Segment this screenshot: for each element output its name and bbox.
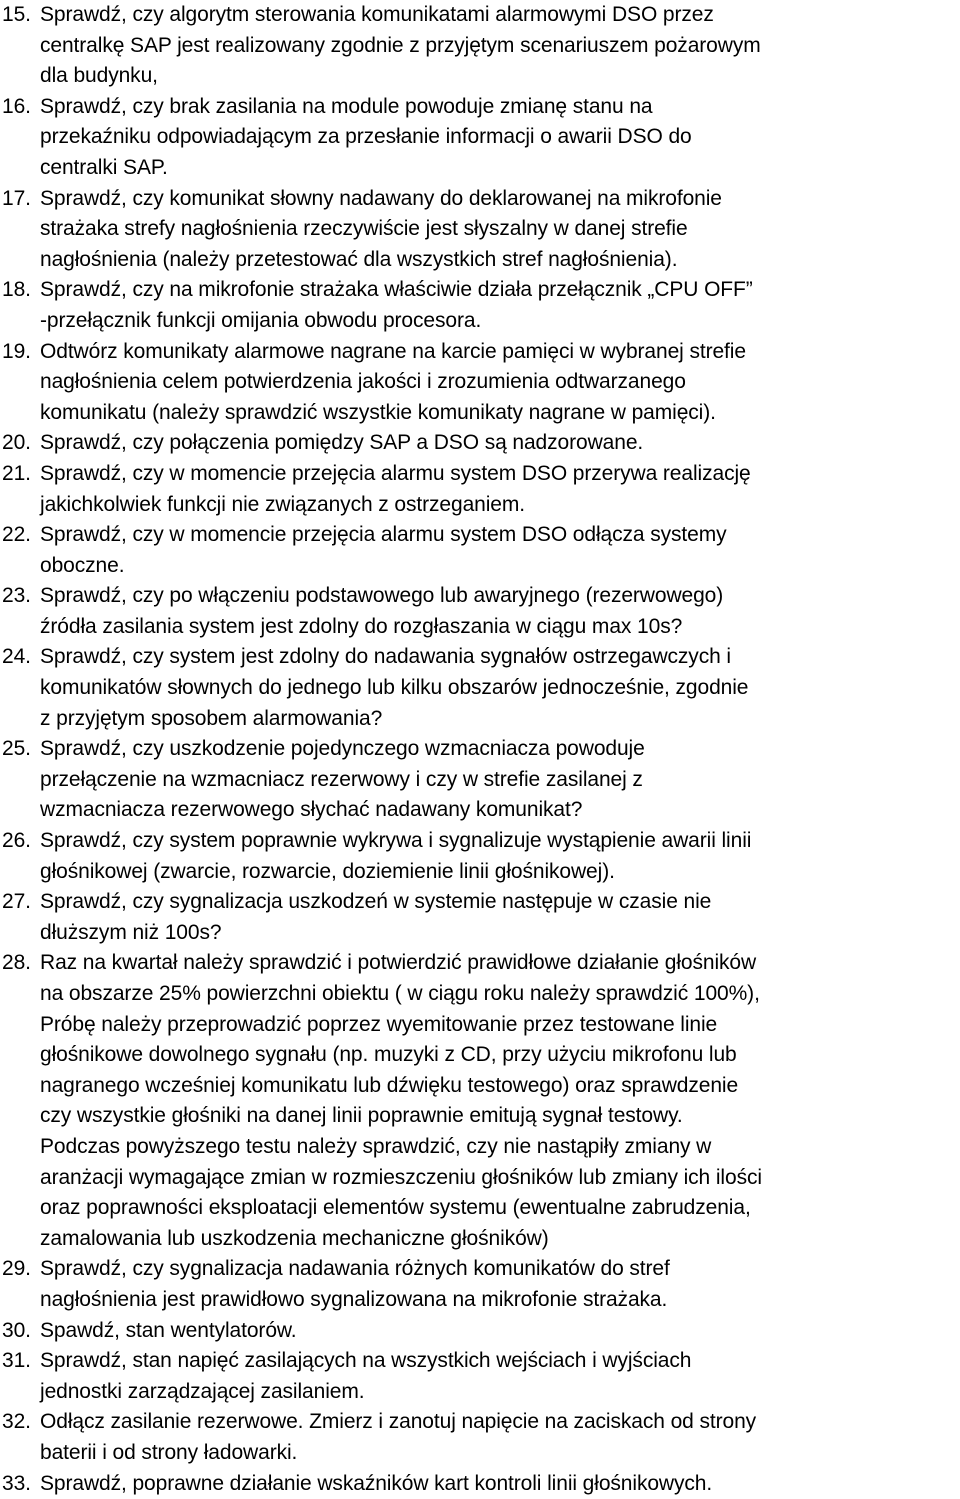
text-line: komunikatu (należy sprawdzić wszystkie komunikaty nagrane w pamięci).	[40, 398, 954, 429]
text-line: głośnikowej (zwarcie, rozwarcie, doziemienie linii głośnikowej).	[40, 857, 954, 888]
item-text	[40, 642, 954, 734]
item-number: 16.	[2, 92, 40, 123]
text-line: dłuższym niż 100s?	[40, 918, 954, 949]
item-number: 21.	[2, 459, 40, 490]
list-item	[2, 887, 954, 948]
text-line: Sprawdź, stan napięć zasilających na wszystkich wejściach i wyjściach	[40, 1346, 954, 1377]
item-text	[40, 92, 954, 184]
text-line: strażaka strefy nagłośnienia rzeczywiście jest słyszalny w danej strefie	[40, 214, 954, 245]
item-number: 25.	[2, 734, 40, 765]
text-line: nagłośnienia (należy przetestować dla wszystkich stref nagłośnienia).	[40, 245, 954, 276]
item-text	[40, 337, 954, 429]
list-item	[2, 520, 954, 581]
item-number: 26.	[2, 826, 40, 857]
list-item	[2, 826, 954, 887]
text-line: z przyjętym sposobem alarmowania?	[40, 704, 954, 735]
item-text	[40, 1407, 954, 1468]
item-number: 32.	[2, 1407, 40, 1438]
item-text	[40, 1316, 954, 1347]
list-item	[2, 184, 954, 276]
item-number: 27.	[2, 887, 40, 918]
list-item	[2, 92, 954, 184]
item-number: 33.	[2, 1469, 40, 1499]
item-number: 15.	[2, 0, 40, 31]
text-line: źródła zasilania system jest zdolny do rozgłaszania w ciągu max 10s?	[40, 612, 954, 643]
text-line: Próbę należy przeprowadzić poprzez wyemitowanie przez testowane linie	[40, 1010, 954, 1041]
text-line: Sprawdź, czy po włączeniu podstawowego lub awaryjnego (rezerwowego)	[40, 581, 954, 612]
text-line: oraz poprawności eksploatacji elementów systemu (ewentualne zabrudzenia,	[40, 1193, 954, 1224]
item-text	[40, 428, 954, 459]
text-line: -przełącznik funkcji omijania obwodu procesora.	[40, 306, 954, 337]
text-line: głośnikowe dowolnego sygnału (np. muzyki z CD, przy użyciu mikrofonu lub	[40, 1040, 954, 1071]
text-line: wzmacniacza rezerwowego słychać nadawany komunikat?	[40, 795, 954, 826]
list-item	[2, 581, 954, 642]
text-line: dla budynku,	[40, 61, 954, 92]
text-line: Sprawdź, czy w momencie przejęcia alarmu system DSO odłącza systemy	[40, 520, 954, 551]
list-item	[2, 0, 954, 92]
text-line: Sprawdź, czy komunikat słowny nadawany do deklarowanej na mikrofonie	[40, 184, 954, 215]
item-text	[40, 887, 954, 948]
list-item	[2, 1316, 954, 1347]
text-line: baterii i od strony ładowarki.	[40, 1438, 954, 1469]
list-item	[2, 948, 954, 1254]
item-number: 22.	[2, 520, 40, 551]
list-item	[2, 337, 954, 429]
item-number: 28.	[2, 948, 40, 979]
item-number: 24.	[2, 642, 40, 673]
text-line: Sprawdź, poprawne działanie wskaźników kart kontroli linii głośnikowych.	[40, 1469, 954, 1499]
text-line: Sprawdź, czy system jest zdolny do nadawania sygnałów ostrzegawczych i	[40, 642, 954, 673]
text-line: Sprawdź, czy uszkodzenie pojedynczego wzmacniacza powoduje	[40, 734, 954, 765]
text-line: nagłośnienia celem potwierdzenia jakości i zrozumienia odtwarzanego	[40, 367, 954, 398]
text-line: oboczne.	[40, 551, 954, 582]
item-text	[40, 948, 954, 1254]
list-item	[2, 1254, 954, 1315]
item-text	[40, 520, 954, 581]
text-line: Podczas powyższego testu należy sprawdzić, czy nie nastąpiły zmiany w	[40, 1132, 954, 1163]
text-line: nagłośnienia jest prawidłowo sygnalizowana na mikrofonie strażaka.	[40, 1285, 954, 1316]
text-line: nagranego wcześniej komunikatu lub dźwięku testowego) oraz sprawdzenie	[40, 1071, 954, 1102]
item-text	[40, 0, 954, 92]
text-line: jakichkolwiek funkcji nie związanych z ostrzeganiem.	[40, 490, 954, 521]
text-line: przełączenie na wzmacniacz rezerwowy i czy w strefie zasilanej z	[40, 765, 954, 796]
item-text	[40, 184, 954, 276]
item-number: 17.	[2, 184, 40, 215]
text-line: Sprawdź, czy brak zasilania na module powoduje zmianę stanu na	[40, 92, 954, 123]
item-text	[40, 1254, 954, 1315]
list-item	[2, 1346, 954, 1407]
text-line: Sprawdź, czy algorytm sterowania komunikatami alarmowymi DSO przez	[40, 0, 954, 31]
text-line: Sprawdź, czy połączenia pomiędzy SAP a DSO są nadzorowane.	[40, 428, 954, 459]
text-line: jednostki zarządzającej zasilaniem.	[40, 1377, 954, 1408]
item-number: 31.	[2, 1346, 40, 1377]
text-line: Spawdź, stan wentylatorów.	[40, 1316, 954, 1347]
item-number: 19.	[2, 337, 40, 368]
list-item	[2, 642, 954, 734]
text-line: Sprawdź, czy w momencie przejęcia alarmu system DSO przerywa realizację	[40, 459, 954, 490]
item-text	[40, 581, 954, 642]
list-item	[2, 459, 954, 520]
item-text	[40, 1346, 954, 1407]
text-line: komunikatów słownych do jednego lub kilku obszarów jednocześnie, zgodnie	[40, 673, 954, 704]
item-text	[40, 459, 954, 520]
item-number: 29.	[2, 1254, 40, 1285]
text-line: przekaźniku odpowiadającym za przesłanie informacji o awarii DSO do	[40, 122, 954, 153]
text-line: Odłącz zasilanie rezerwowe. Zmierz i zanotuj napięcie na zaciskach od strony	[40, 1407, 954, 1438]
text-line: aranżacji wymagające zmian w rozmieszczeniu głośników lub zmiany ich ilości	[40, 1163, 954, 1194]
list-item	[2, 428, 954, 459]
text-line: Sprawdź, czy system poprawnie wykrywa i sygnalizuje wystąpienie awarii linii	[40, 826, 954, 857]
list-item	[2, 275, 954, 336]
item-number: 30.	[2, 1316, 40, 1347]
text-line: Sprawdź, czy sygnalizacja uszkodzeń w systemie następuje w czasie nie	[40, 887, 954, 918]
item-number: 23.	[2, 581, 40, 612]
text-line: zamalowania lub uszkodzenia mechaniczne głośników)	[40, 1224, 954, 1255]
text-line: Sprawdź, czy sygnalizacja nadawania różnych komunikatów do stref	[40, 1254, 954, 1285]
text-line: na obszarze 25% powierzchni obiektu ( w ciągu roku należy sprawdzić 100%),	[40, 979, 954, 1010]
text-line: centralki SAP.	[40, 153, 954, 184]
list-item	[2, 1407, 954, 1468]
item-number: 20.	[2, 428, 40, 459]
list-item	[2, 734, 954, 826]
text-line: centralkę SAP jest realizowany zgodnie z przyjętym scenariuszem pożarowym	[40, 31, 954, 62]
text-line: Raz na kwartał należy sprawdzić i potwierdzić prawidłowe działanie głośników	[40, 948, 954, 979]
item-text	[40, 826, 954, 887]
item-text	[40, 734, 954, 826]
text-line: Sprawdź, czy na mikrofonie strażaka właściwie działa przełącznik „CPU OFF”	[40, 275, 954, 306]
item-number: 18.	[2, 275, 40, 306]
text-line: Odtwórz komunikaty alarmowe nagrane na karcie pamięci w wybranej strefie	[40, 337, 954, 368]
checklist	[2, 0, 954, 1499]
item-text	[40, 275, 954, 336]
text-line: czy wszystkie głośniki na danej linii poprawnie emitują sygnał testowy.	[40, 1101, 954, 1132]
